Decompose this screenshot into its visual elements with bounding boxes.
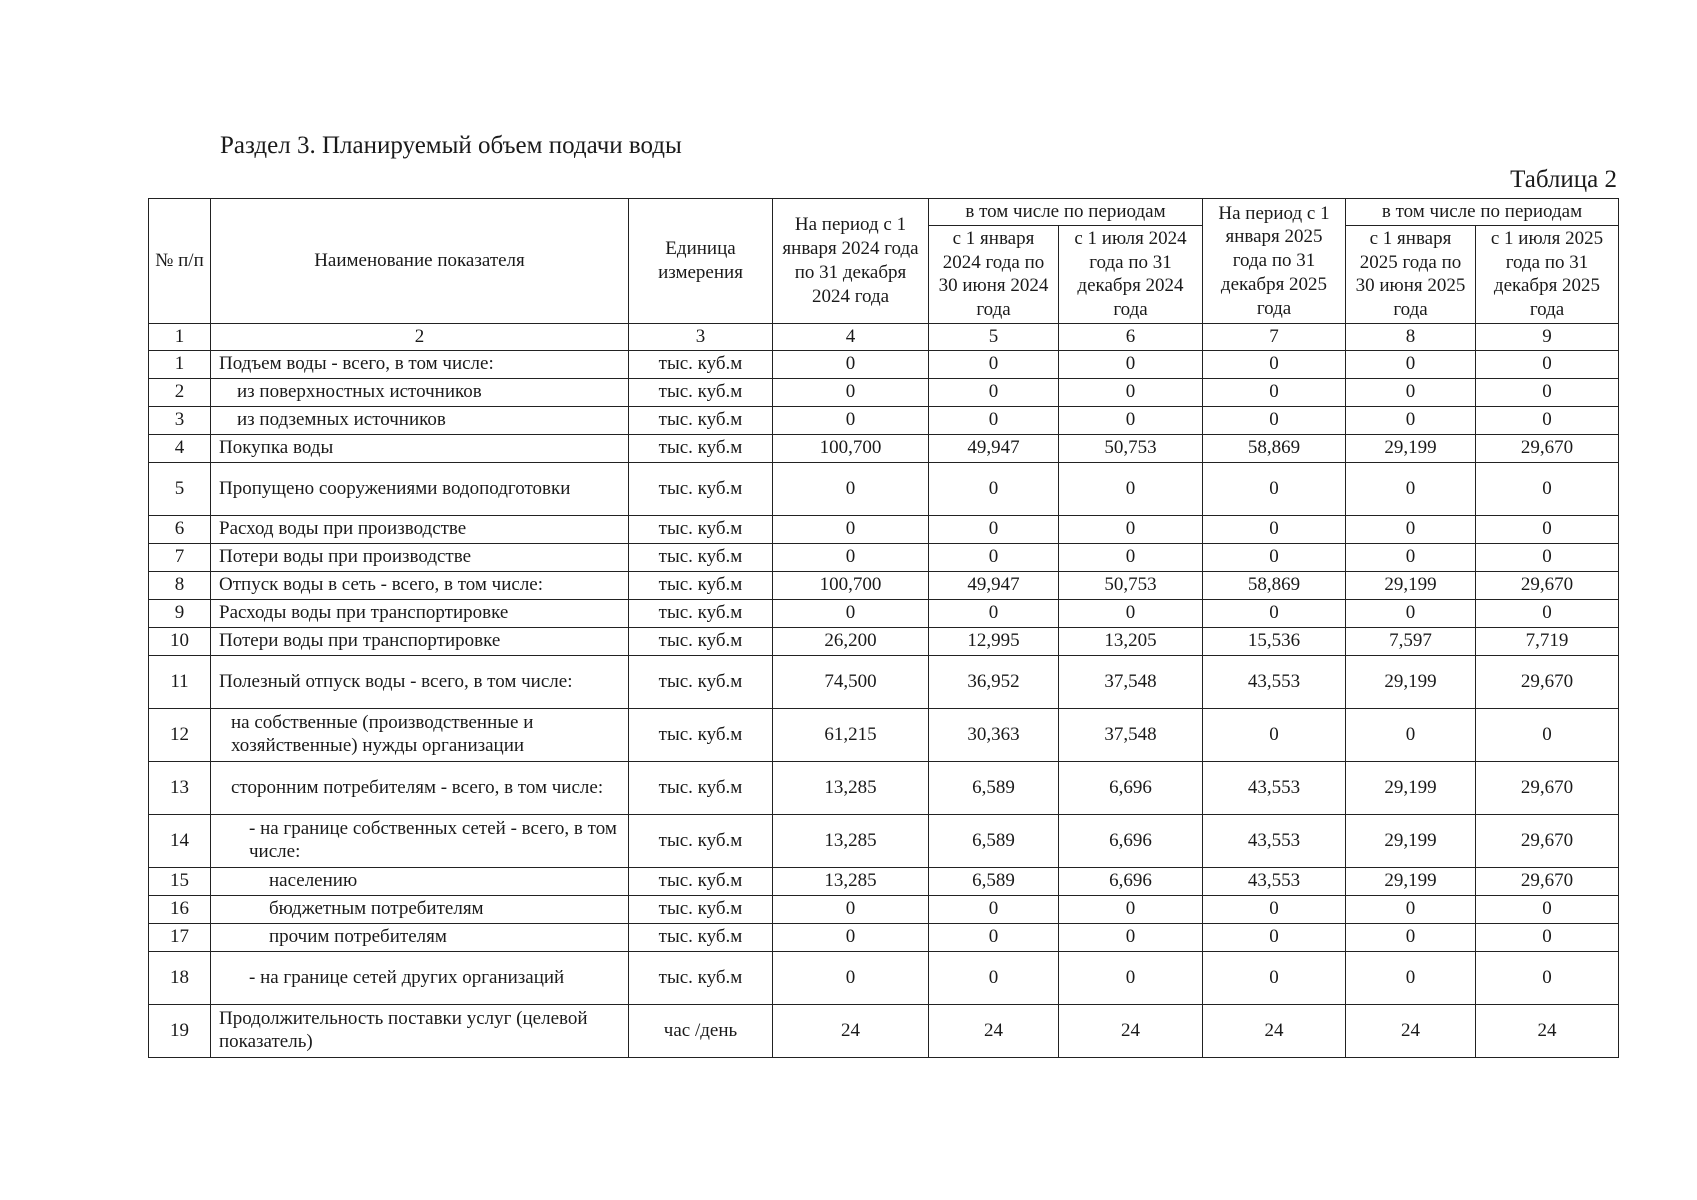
row-name: Пропущено сооружениями водоподготовки [211,462,629,515]
table-row [149,599,1619,627]
row-value: 0 [929,599,1059,627]
row-value: 0 [773,378,929,406]
row-value: 43,553 [1203,761,1346,814]
table-row [149,462,1619,515]
header-period-2025: На период с 1 января 2025 года по 31 декабря 2025 года [1203,199,1346,324]
table-row [149,655,1619,708]
row-value: 0 [1203,515,1346,543]
row-unit: тыс. куб.м [629,599,773,627]
row-number: 13 [149,761,211,814]
row-unit: тыс. куб.м [629,515,773,543]
column-number-cell: 2 [211,323,629,350]
row-value: 0 [1346,708,1476,761]
column-number-row [149,323,1619,350]
row-unit: час /день [629,1004,773,1057]
row-value: 0 [773,515,929,543]
row-value: 0 [929,462,1059,515]
row-value: 0 [1346,406,1476,434]
row-value: 0 [1476,543,1619,571]
row-name: Потери воды при производстве [211,543,629,571]
table-row [149,814,1619,867]
row-value: 6,696 [1059,814,1203,867]
row-value: 24 [1203,1004,1346,1057]
row-name: из подземных источников [211,406,629,434]
row-value: 26,200 [773,627,929,655]
row-value: 13,285 [773,814,929,867]
table-row [149,406,1619,434]
row-value: 0 [773,350,929,378]
row-value: 7,597 [1346,627,1476,655]
row-name: Подъем воды - всего, в том числе: [211,350,629,378]
row-number: 19 [149,1004,211,1057]
row-value: 37,548 [1059,708,1203,761]
header-incl-periods-2025: в том числе по периодам [1346,199,1619,226]
row-value: 0 [1203,923,1346,951]
row-number: 3 [149,406,211,434]
row-value: 0 [1476,515,1619,543]
row-unit: тыс. куб.м [629,350,773,378]
row-value: 0 [773,406,929,434]
row-value: 6,589 [929,761,1059,814]
row-value: 24 [1059,1004,1203,1057]
row-value: 12,995 [929,627,1059,655]
row-value: 0 [1059,462,1203,515]
header-period-2024: На период с 1 января 2024 года по 31 декабря 2024 года [773,199,929,324]
row-value: 74,500 [773,655,929,708]
row-value: 6,696 [1059,867,1203,895]
row-value: 24 [1476,1004,1619,1057]
row-unit: тыс. куб.м [629,434,773,462]
row-number: 16 [149,895,211,923]
row-value: 29,670 [1476,761,1619,814]
row-value: 0 [1203,951,1346,1004]
row-value: 50,753 [1059,434,1203,462]
row-value: 0 [1476,951,1619,1004]
row-value: 0 [1476,462,1619,515]
section-title: Раздел 3. Планируемый объем подачи воды [220,132,682,159]
table-row [149,867,1619,895]
row-value: 29,199 [1346,867,1476,895]
row-value: 37,548 [1059,655,1203,708]
row-value: 30,363 [929,708,1059,761]
row-value: 24 [929,1004,1059,1057]
row-number: 8 [149,571,211,599]
row-value: 0 [1346,378,1476,406]
row-value: 0 [1346,515,1476,543]
row-value: 0 [1203,708,1346,761]
row-number: 11 [149,655,211,708]
table-row [149,1004,1619,1057]
row-value: 13,205 [1059,627,1203,655]
row-name: Расходы воды при транспортировке [211,599,629,627]
row-name: из поверхностных источников [211,378,629,406]
row-value: 0 [1476,895,1619,923]
row-value: 0 [773,951,929,1004]
row-value: 0 [1059,543,1203,571]
row-number: 6 [149,515,211,543]
row-value: 0 [1059,378,1203,406]
table-row [149,378,1619,406]
row-value: 29,670 [1476,867,1619,895]
row-value: 49,947 [929,571,1059,599]
row-value: 0 [1346,462,1476,515]
table-row [149,627,1619,655]
table-row [149,895,1619,923]
table-row [149,515,1619,543]
row-value: 0 [773,923,929,951]
row-value: 43,553 [1203,867,1346,895]
row-value: 43,553 [1203,655,1346,708]
table-row [149,350,1619,378]
row-unit: тыс. куб.м [629,378,773,406]
row-value: 0 [1203,462,1346,515]
row-name: Расход воды при производстве [211,515,629,543]
row-unit: тыс. куб.м [629,627,773,655]
row-number: 17 [149,923,211,951]
row-value: 0 [1203,406,1346,434]
row-value: 0 [773,599,929,627]
header-name: Наименование показателя [211,199,629,324]
row-value: 29,670 [1476,655,1619,708]
row-number: 9 [149,599,211,627]
row-unit: тыс. куб.м [629,406,773,434]
row-value: 7,719 [1476,627,1619,655]
row-value: 0 [773,895,929,923]
table-row [149,761,1619,814]
row-value: 58,869 [1203,434,1346,462]
row-unit: тыс. куб.м [629,814,773,867]
row-name: бюджетным потребителям [211,895,629,923]
row-value: 0 [1346,895,1476,923]
row-value: 0 [1059,923,1203,951]
header-2024-h2: с 1 июля 2024 года по 31 декабря 2024 года [1059,225,1203,323]
row-value: 0 [1476,350,1619,378]
row-value: 50,753 [1059,571,1203,599]
row-value: 0 [773,543,929,571]
row-name: сторонним потребителям - всего, в том числе: [211,761,629,814]
row-value: 0 [1203,543,1346,571]
row-value: 29,199 [1346,434,1476,462]
table-row [149,571,1619,599]
row-value: 0 [1476,378,1619,406]
table-row [149,923,1619,951]
row-unit: тыс. куб.м [629,462,773,515]
row-value: 0 [1059,515,1203,543]
row-number: 15 [149,867,211,895]
header-2025-h1: с 1 января 2025 года по 30 июня 2025 года [1346,225,1476,323]
row-value: 0 [1059,895,1203,923]
column-number-cell: 6 [1059,323,1203,350]
row-unit: тыс. куб.м [629,895,773,923]
row-value: 13,285 [773,761,929,814]
row-value: 0 [1346,543,1476,571]
row-value: 29,670 [1476,434,1619,462]
row-name: Потери воды при транспортировке [211,627,629,655]
row-name: Продолжительность поставки услуг (целевой показатель) [211,1004,629,1057]
row-unit: тыс. куб.м [629,571,773,599]
row-value: 0 [1059,951,1203,1004]
row-value: 36,952 [929,655,1059,708]
row-value: 29,670 [1476,571,1619,599]
row-value: 0 [773,462,929,515]
row-value: 29,199 [1346,655,1476,708]
row-value: 29,670 [1476,814,1619,867]
row-value: 0 [1203,599,1346,627]
row-value: 24 [1346,1004,1476,1057]
row-value: 0 [929,378,1059,406]
header-2024-h1: с 1 января 2024 года по 30 июня 2024 года [929,225,1059,323]
row-value: 15,536 [1203,627,1346,655]
column-number-cell: 8 [1346,323,1476,350]
row-value: 13,285 [773,867,929,895]
row-name: - на границе собственных сетей - всего, в том числе: [211,814,629,867]
row-value: 29,199 [1346,571,1476,599]
row-number: 18 [149,951,211,1004]
row-value: 0 [1203,350,1346,378]
row-unit: тыс. куб.м [629,951,773,1004]
row-name: на собственные (производственные и хозяйственные) нужды организации [211,708,629,761]
header-unit: Единица измерения [629,199,773,324]
water-supply-table [148,198,1619,1058]
row-number: 10 [149,627,211,655]
row-value: 0 [929,406,1059,434]
row-value: 61,215 [773,708,929,761]
row-value: 0 [929,923,1059,951]
row-value: 6,589 [929,867,1059,895]
row-number: 7 [149,543,211,571]
column-number-cell: 5 [929,323,1059,350]
row-unit: тыс. куб.м [629,543,773,571]
row-value: 29,199 [1346,814,1476,867]
row-unit: тыс. куб.м [629,761,773,814]
row-name: прочим потребителям [211,923,629,951]
row-name: - на границе сетей других организаций [211,951,629,1004]
column-number-cell: 1 [149,323,211,350]
row-value: 49,947 [929,434,1059,462]
table-row [149,543,1619,571]
row-unit: тыс. куб.м [629,867,773,895]
row-name: населению [211,867,629,895]
row-value: 43,553 [1203,814,1346,867]
table-body [149,199,1619,1058]
row-unit: тыс. куб.м [629,655,773,708]
row-value: 0 [1203,895,1346,923]
row-name: Покупка воды [211,434,629,462]
row-number: 4 [149,434,211,462]
table-label: Таблица 2 [1510,166,1617,193]
table-row [149,708,1619,761]
table-row [149,951,1619,1004]
row-number: 1 [149,350,211,378]
row-value: 0 [1476,406,1619,434]
header-incl-periods-2024: в том числе по периодам [929,199,1203,226]
column-number-cell: 9 [1476,323,1619,350]
row-value: 0 [929,515,1059,543]
row-value: 100,700 [773,571,929,599]
row-value: 29,199 [1346,761,1476,814]
row-value: 0 [1346,923,1476,951]
header-2025-h2: с 1 июля 2025 года по 31 декабря 2025 года [1476,225,1619,323]
row-value: 0 [1203,378,1346,406]
row-value: 0 [1476,923,1619,951]
row-value: 0 [929,951,1059,1004]
column-number-cell: 7 [1203,323,1346,350]
header-num: № п/п [149,199,211,324]
row-value: 0 [1059,599,1203,627]
row-value: 0 [1059,350,1203,378]
row-number: 12 [149,708,211,761]
row-unit: тыс. куб.м [629,708,773,761]
row-value: 6,589 [929,814,1059,867]
row-value: 0 [1059,406,1203,434]
row-name: Полезный отпуск воды - всего, в том числе: [211,655,629,708]
column-number-cell: 3 [629,323,773,350]
row-value: 0 [929,350,1059,378]
row-value: 0 [1476,599,1619,627]
row-value: 24 [773,1004,929,1057]
row-value: 0 [1346,951,1476,1004]
row-value: 100,700 [773,434,929,462]
row-value: 0 [1346,599,1476,627]
row-name: Отпуск воды в сеть - всего, в том числе: [211,571,629,599]
row-number: 5 [149,462,211,515]
row-value: 0 [929,895,1059,923]
row-value: 0 [1346,350,1476,378]
row-value: 0 [929,543,1059,571]
row-unit: тыс. куб.м [629,923,773,951]
row-value: 58,869 [1203,571,1346,599]
row-number: 14 [149,814,211,867]
row-number: 2 [149,378,211,406]
row-value: 0 [1476,708,1619,761]
table-row [149,434,1619,462]
row-value: 6,696 [1059,761,1203,814]
column-number-cell: 4 [773,323,929,350]
